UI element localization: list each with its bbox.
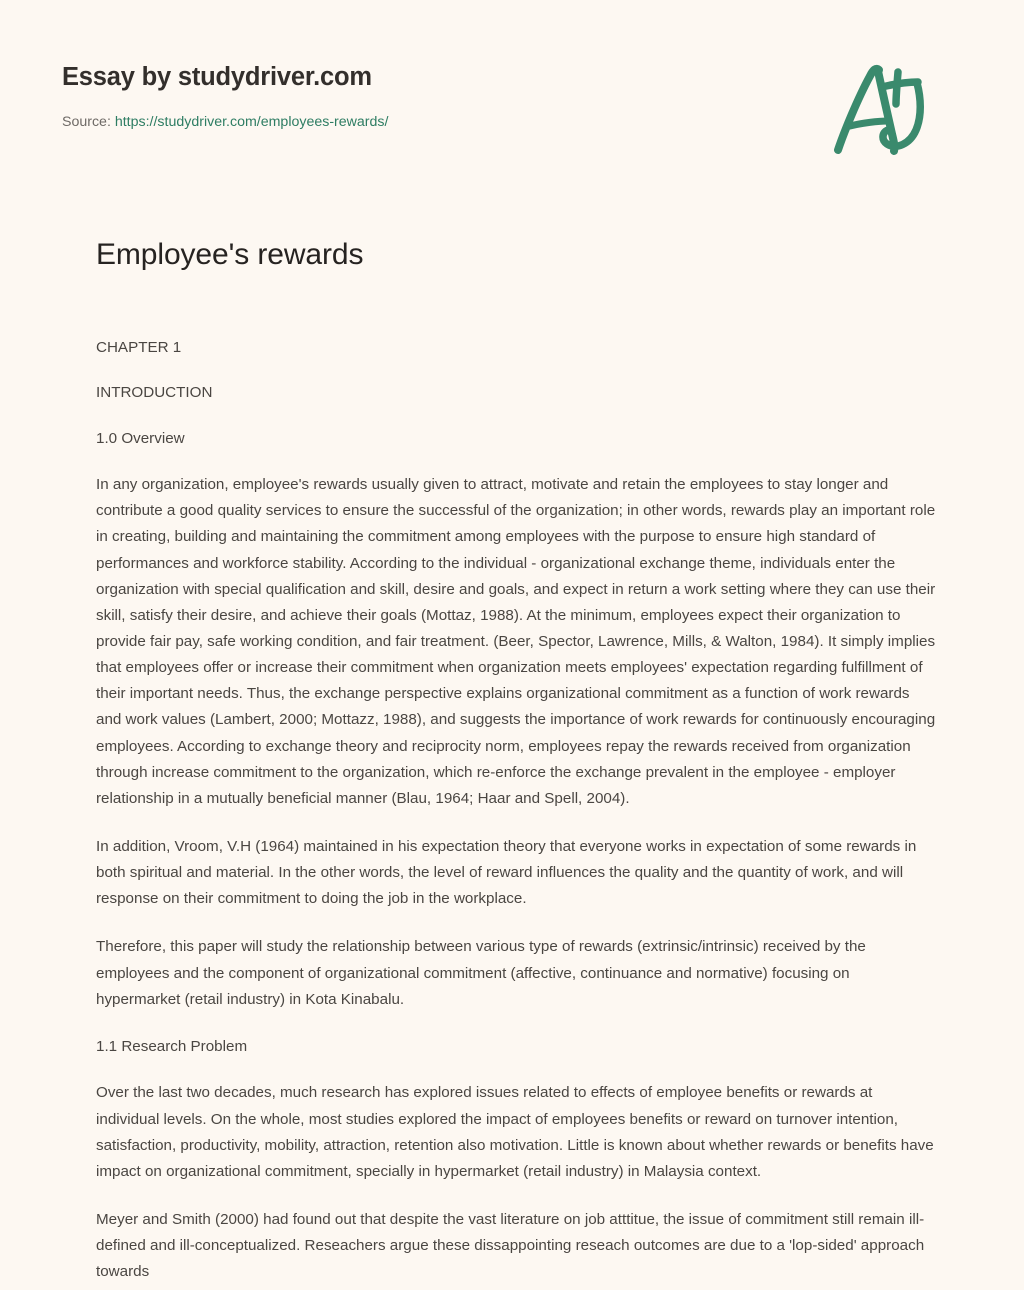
brand-title: Essay by studydriver.com [62, 63, 372, 91]
a-plus-logo-svg [824, 54, 944, 164]
source-label: Source: [62, 113, 115, 130]
chapter-heading: CHAPTER 1 [96, 338, 182, 356]
paragraph-overview-2: In addition, Vroom, V.H (1964) maintained in his expectation theory that everyone works in expectation of some rewards in both spiritual and material. In the other words, the level of reward influences the quality and the quantity of work, and will response on their commitment to doing the job in the workplace. [96, 838, 917, 908]
document-inner [88, 236, 936, 1285]
source-url-link[interactable]: https://studydriver.com/employees-rewards/ [114, 113, 389, 130]
subsection-research-problem-heading: 1.1 Research Problem [96, 1037, 248, 1055]
paragraph-overview-3: Therefore, this paper will study the relationship between various type of rewards (extrinsic/intrinsic) received by the employees and the component of organizational commitment (affective, continuance and normative) focusing on hypermarket (retail industry) in Kota Kinabalu. [96, 938, 866, 1008]
subsection-overview-heading: 1.0 Overview [96, 429, 185, 447]
section-heading: INTRODUCTION [96, 384, 213, 402]
page-title: Employee's rewards [96, 238, 364, 271]
header-inner [62, 62, 962, 132]
document-body [0, 236, 1024, 1285]
paragraph-research-problem-1: Over the last two decades, much research has explored issues related to effects of employee benefits or rewards at individual levels. On the whole, most studies explored the impact of employees benefits or reward on turnover intention, satisfaction, productivity, mobility, attraction, retention also motivation. Little is known about whether rewards or benefits have impact on organizational commitment, specially in hypermarket (retail industry) in Malaysia context. [96, 1084, 934, 1180]
a-plus-logo-icon [824, 54, 944, 164]
paragraph-research-problem-2: Meyer and Smith (2000) had found out that despite the vast literature on job atttitue, the issue of commitment still remain ill-defined and ill-conceptualized. Reseachers argue these dissappointing reseach outcomes are due to a 'lop-sided' approach towards [96, 1210, 925, 1281]
page-header [0, 0, 1024, 132]
paragraph-overview-1: In any organization, employee's rewards usually given to attract, motivate and retain the employees to stay longer and contribute a good quality services to ensure the successful of the organization; in other words, rewards play an important role in creating, building and maintaining the commitment among employees with the purpose to ensure high standard of performances and workforce stability. According to the individual - organizational exchange theme, individuals enter the organization with special qualification and skill, desire and goals, and expect in return a work setting where they can use their skill, satisfy their desire, and achieve their goals (Mottaz, 1988). At the minimum, employees expect their organization to provide fair pay, safe working condition, and fair treatment. (Beer, Spector, Lawrence, Mills, & Walton, 1984). It simply implies that employees offer or increase their commitment when organization meets employees' expectation regarding fulfillment of their important needs. Thus, the exchange perspective explains organizational commitment as a function of work rewards and work values (Lambert, 2000; Mottazz, 1988), and suggests the importance of work rewards for continuously encouraging employees. According to exchange theory and reciprocity norm, employees repay the rewards received from organization through increase commitment to the organization, which re-enforce the exchange prevalent in the employee - employer relationship in a mutually beneficial manner (Blau, 1964; Haar and Spell, 2004). [96, 476, 936, 807]
